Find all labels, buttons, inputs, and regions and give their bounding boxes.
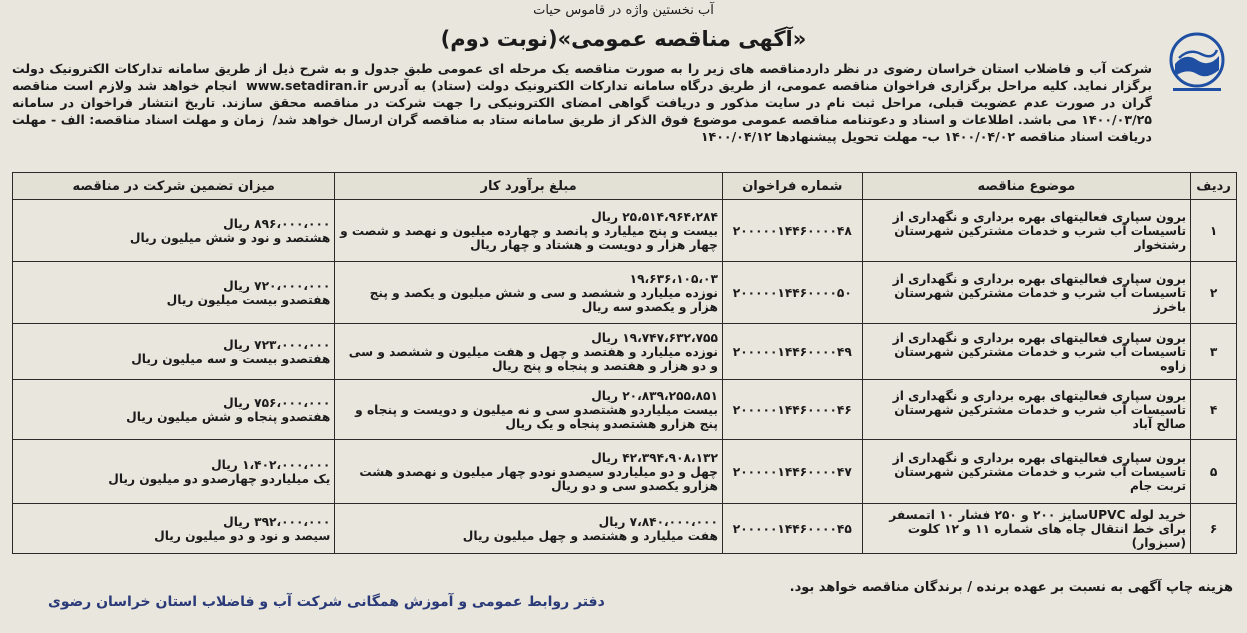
water-company-logo — [1157, 30, 1237, 96]
guarantee-words: سیصد و نود و دو میلیون ریال — [154, 528, 331, 543]
row-tender-number: ۲۰۰۰۰۰۱۴۴۶۰۰۰۰۴۹ — [722, 324, 862, 380]
guarantee-words: هفتصدو بیست و سه میلیون ریال — [131, 351, 331, 366]
amount-words: بیست و پنج میلیارد و پانصد و چهارده میلیون و نهصد و شصت و چهار هزار و دویست و هشتاد و چهار ریال — [340, 223, 718, 252]
table-header-row — [13, 173, 1237, 200]
row-amount — [335, 200, 723, 262]
header-guarantee: میزان تضمین شرکت در مناقصه — [13, 173, 335, 200]
amount-words: بیست میلیاردو هشتصدو سی و نه میلیون و دویست و پنجاه و پنج هزارو هشتصدو پنجاه و یک ریال — [355, 402, 718, 431]
row-amount — [335, 324, 723, 380]
row-index: ۵ — [1191, 440, 1237, 504]
row-amount — [335, 504, 723, 554]
row-amount — [335, 262, 723, 324]
guarantee-figure: ۱،۴۰۲،۰۰۰،۰۰۰ ریال — [211, 457, 331, 472]
row-amount — [335, 440, 723, 504]
guarantee-words: هفتصدو پنجاه و شش میلیون ریال — [126, 409, 331, 424]
intro-text2: انجام خواهد شد ولازم است مناقصه گران در صورت عدم عضویت قبلی، مراحل ثبت نام در سایت مذکور و دریافت گواهی امضای الکترونیکی را جهت شرکت در مناقصه محقق سازند. تاریخ انتشار فراخوان در سامانه ۱۴۰۰/۰۳/۲۵ می باشد. اطلاعات و اسناد و دعوتنامه مناقصه عمومی موضوع فوق الذکر از طریق سامانه ستاد به مناقصه گران ارسال خواهد شد/ — [12, 78, 1152, 127]
intro-text3: زمان و مهلت اسناد مناقصه: الف - مهلت دریافت اسناد مناقصه ۱۴۰۰/۰۴/۰۲ ب- مهلت تحویل پیشنهادها ۱۴۰۰/۰۴/۱۲ — [12, 112, 1152, 144]
row-guarantee — [13, 440, 335, 504]
header-number: شماره فراخوان — [722, 173, 862, 200]
row-subject: برون سپاری فعالیتهای بهره برداری و نگهداری از تاسیسات آب شرب و خدمات مشترکین شهرستان زاوه — [862, 324, 1190, 380]
table-body — [13, 200, 1237, 554]
guarantee-words: هفتصدو بیست میلیون ریال — [166, 292, 331, 307]
row-subject: خرید لوله UPVCسایز ۲۰۰ و ۲۵۰ فشار ۱۰ اتمسفر برای خط انتقال چاه های شماره ۱۱ و ۱۲ کلوت (سبزوار) — [862, 504, 1190, 554]
guarantee-figure: ۷۲۰،۰۰۰،۰۰۰ ریال — [223, 278, 331, 293]
row-guarantee — [13, 324, 335, 380]
row-tender-number: ۲۰۰۰۰۰۱۴۴۶۰۰۰۰۴۸ — [722, 200, 862, 262]
table-row — [13, 200, 1237, 262]
row-tender-number: ۲۰۰۰۰۰۱۴۴۶۰۰۰۰۴۷ — [722, 440, 862, 504]
amount-figure: ۱۹،۷۴۷،۶۳۲،۷۵۵ ریال — [591, 330, 718, 345]
amount-figure: ۷،۸۴۰،۰۰۰،۰۰۰ ریال — [598, 514, 718, 529]
row-tender-number: ۲۰۰۰۰۰۱۴۴۶۰۰۰۰۵۰ — [722, 262, 862, 324]
guarantee-figure: ۸۹۶،۰۰۰،۰۰۰ ریال — [223, 216, 331, 231]
row-subject: برون سپاری فعالیتهای بهره برداری و نگهداری از تاسیسات آب شرب و خدمات مشترکین شهرستان تربت جام — [862, 440, 1190, 504]
row-tender-number: ۲۰۰۰۰۰۱۴۴۶۰۰۰۰۴۶ — [722, 380, 862, 440]
table-row — [13, 262, 1237, 324]
row-guarantee — [13, 200, 335, 262]
public-relations-office: دفتر روابط عمومی و آموزش همگانی شرکت آب و فاضلاب استان خراسان رضوی — [48, 594, 605, 610]
row-subject: برون سپاری فعالیتهای بهره برداری و نگهداری از تاسیسات آب شرب و خدمات مشترکین شهرستان باخرز — [862, 262, 1190, 324]
guarantee-figure: ۳۹۲،۰۰۰،۰۰۰ ریال — [223, 514, 331, 529]
header-subject: موضوع مناقصه — [862, 173, 1190, 200]
header-amount: مبلغ برآورد کار — [335, 173, 723, 200]
amount-words: نوزده میلیارد و هفتصد و چهل و هفت میلیون و ششصد و سی و دو هزار و هفتصد و پنجاه و پنج ریال — [348, 344, 718, 373]
guarantee-figure: ۷۲۳،۰۰۰،۰۰۰ ریال — [223, 337, 331, 352]
amount-words: نوزده میلیارد و ششصد و سی و شش میلیون و یکصد و پنج هزار و یکصدو سه ریال — [369, 285, 718, 314]
guarantee-figure: ۷۵۶،۰۰۰،۰۰۰ ریال — [223, 395, 331, 410]
row-guarantee — [13, 262, 335, 324]
amount-figure: ۲۵،۵۱۴،۹۶۴،۲۸۴ ریال — [591, 209, 718, 224]
row-tender-number: ۲۰۰۰۰۰۱۴۴۶۰۰۰۰۴۵ — [722, 504, 862, 554]
row-guarantee — [13, 504, 335, 554]
row-amount — [335, 380, 723, 440]
table-row — [13, 440, 1237, 504]
table-row — [13, 324, 1237, 380]
amount-words: هفت میلیارد و هشتصد و چهل میلیون ریال — [462, 528, 718, 543]
guarantee-words: یک میلیاردو چهارصدو دو میلیون ریال — [108, 471, 331, 486]
row-index: ۶ — [1191, 504, 1237, 554]
row-index: ۱ — [1191, 200, 1237, 262]
tender-table — [12, 172, 1237, 554]
guarantee-words: هشتصد و نود و شش میلیون ریال — [129, 230, 331, 245]
row-index: ۳ — [1191, 324, 1237, 380]
amount-figure: ۲۰،۸۳۹،۲۵۵،۸۵۱ ریال — [591, 388, 718, 403]
row-subject: برون سپاری فعالیتهای بهره برداری و نگهداری از تاسیسات آب شرب و خدمات مشترکین شهرستان صالح آباد — [862, 380, 1190, 440]
amount-figure: ۴۲،۳۹۴،۹۰۸،۱۳۲ ریال — [591, 450, 718, 465]
page-title: «آگهی مناقصه عمومی»(نوبت دوم) — [440, 27, 807, 51]
amount-figure: ۱۹،۶۳۶،۱۰۵،۰۳ — [629, 271, 718, 286]
print-cost-note: هزینه چاپ آگهی به نسبت بر عهده برنده / برندگان مناقصه خواهد بود. — [789, 580, 1233, 595]
row-subject: برون سپاری فعالیتهای بهره برداری و نگهداری از تاسیسات آب شرب و خدمات مشترکین شهرستان رشتخوار — [862, 200, 1190, 262]
website-link[interactable]: www.setadiran.ir — [246, 78, 368, 93]
intro-text: شرکت آب و فاضلاب استان خراسان رضوی در نظر داردمناقصه های زیر را به صورت مناقصه یک مرحله ای عمومی طبق جدول و به شرح ذیل از طریق سامانه تدارکات الکترونیک دولت برگزار نماید. کلیه مراحل برگزاری فراخوان مناقصه عمومی، از طریق درگاه سامانه تدارکات الکترونیک دولت (ستاد) به آدرس — [12, 61, 1152, 93]
row-guarantee — [13, 380, 335, 440]
row-index: ۴ — [1191, 380, 1237, 440]
table-row — [13, 504, 1237, 554]
table-row — [13, 380, 1237, 440]
amount-words: چهل و دو میلیاردو سیصدو نودو چهار میلیون و نهصدو هشت هزارو یکصدو سی و دو ریال — [359, 464, 718, 493]
header-index: ردیف — [1191, 173, 1237, 200]
row-index: ۲ — [1191, 262, 1237, 324]
slogan: آب نخستین واژه در قاموس حیات — [533, 3, 714, 18]
intro-paragraph — [12, 60, 1152, 145]
